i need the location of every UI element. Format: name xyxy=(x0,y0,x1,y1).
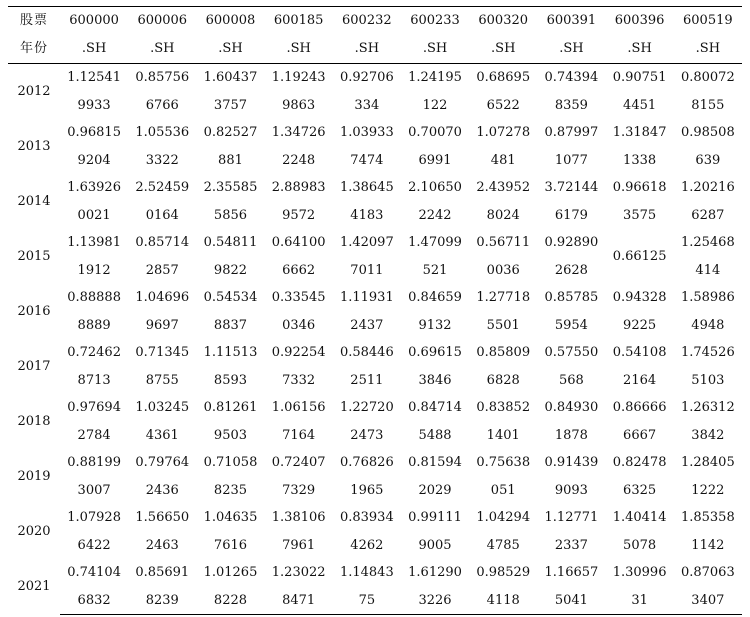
value-cell-line1: 0.81594 xyxy=(408,455,462,470)
year-cell: 2016 xyxy=(17,303,51,319)
value-cell-line2: 7474 xyxy=(350,152,384,168)
value-cell-line1: 1.25468 xyxy=(680,235,735,250)
value-cell-line1: 0.92706 xyxy=(339,70,394,85)
value-cell-line1: 1.05536 xyxy=(135,125,190,140)
value-cell-line1: 0.71345 xyxy=(135,345,190,360)
value-cell-line1: 0.72462 xyxy=(67,345,121,360)
value-cell-line1: 1.24195 xyxy=(408,70,462,85)
value-cell-line1: 0.74394 xyxy=(544,70,599,85)
value-cell-line1: 0.81261 xyxy=(203,400,258,415)
value-cell-line2: 5041 xyxy=(537,587,605,615)
value-cell-line1: 1.14843 xyxy=(339,565,394,580)
value-cell-line1: 0.96618 xyxy=(612,180,667,195)
value-cell-line2: 1912 xyxy=(77,262,111,278)
value-cell-line2: 481 xyxy=(490,152,516,168)
value-cell-line2: 4948 xyxy=(691,317,725,333)
value-cell-line2: 7616 xyxy=(213,537,248,553)
value-cell-line2: 8235 xyxy=(213,482,248,498)
value-cell-line2: 75 xyxy=(333,587,401,615)
value-cell-line2: 2473 xyxy=(350,427,384,443)
value-cell-line1: 1.38106 xyxy=(271,510,326,525)
value-cell-line2: 6422 xyxy=(77,537,111,553)
stock-suffix-header: .SH xyxy=(60,35,128,64)
value-cell-line2: 7011 xyxy=(350,262,384,278)
table-row xyxy=(8,284,742,312)
year-cell: 2018 xyxy=(17,413,51,429)
header-row-codes xyxy=(8,7,742,36)
corner-label-stock: 股票 xyxy=(8,7,60,36)
value-cell-line1: 0.69615 xyxy=(408,345,462,360)
value-cell-line2: 9863 xyxy=(282,97,316,113)
stock-suffix-header: .SH xyxy=(128,35,196,64)
value-cell-line1: 2.35585 xyxy=(203,180,258,195)
value-cell-line1: 0.90751 xyxy=(612,70,667,85)
value-cell-line2: 6287 xyxy=(691,207,725,223)
value-cell-line1: 1.03245 xyxy=(135,400,190,415)
table-row xyxy=(8,559,742,587)
value-cell-line1: 0.84930 xyxy=(544,400,599,415)
value-cell-line1: 0.97694 xyxy=(67,400,121,415)
value-cell-line2: 9697 xyxy=(145,317,179,333)
value-cell-line2: 3846 xyxy=(418,372,452,388)
value-cell-line2: 6991 xyxy=(418,152,452,168)
value-cell-line2: 6325 xyxy=(623,482,657,498)
value-cell-line1: 0.54108 xyxy=(612,345,667,360)
value-cell-line2: 9204 xyxy=(77,152,111,168)
value-cell-line2: 8471 xyxy=(265,587,333,615)
value-cell-line2: 0021 xyxy=(77,207,111,223)
value-cell-line2: 3007 xyxy=(77,482,111,498)
value-cell-line1: 0.58446 xyxy=(339,345,394,360)
value-cell-line2: 3842 xyxy=(691,427,725,443)
value-cell-line2: 1878 xyxy=(554,427,588,443)
value-cell-line1: 0.83852 xyxy=(476,400,531,415)
table-row-continuation xyxy=(8,202,742,230)
value-cell-line1: 1.16657 xyxy=(544,565,599,580)
table-row-continuation xyxy=(8,147,742,175)
value-cell-line1: 1.61290 xyxy=(408,565,462,580)
value-cell-line2: 334 xyxy=(354,97,380,113)
value-cell-line2: 4183 xyxy=(350,207,384,223)
value-cell-line1: 1.12771 xyxy=(544,510,599,525)
value-cell-line2: 1401 xyxy=(486,427,520,443)
value-cell-line2: 4262 xyxy=(350,537,384,553)
value-cell-line1: 0.84659 xyxy=(408,290,462,305)
value-cell-line1: 0.85809 xyxy=(476,345,531,360)
value-cell-line1: 1.28405 xyxy=(680,455,735,470)
value-cell-line2: 639 xyxy=(695,152,721,168)
value-cell-line2: 4118 xyxy=(469,587,537,615)
value-cell: 0.66125 xyxy=(612,248,667,264)
value-cell-line1: 1.04294 xyxy=(476,510,531,525)
value-cell-line2: 6522 xyxy=(486,97,520,113)
value-cell-line2: 881 xyxy=(218,152,243,168)
value-cell-line1: 1.01265 xyxy=(203,565,258,580)
table-row xyxy=(8,174,742,202)
value-cell-line2: 6662 xyxy=(282,262,316,278)
value-cell-line1: 0.68695 xyxy=(476,70,531,85)
value-cell-line2: 568 xyxy=(558,372,584,388)
header-row-suffix xyxy=(8,35,742,64)
stock-code-header: 600391 xyxy=(537,7,605,36)
value-cell-line1: 0.84714 xyxy=(408,400,462,415)
value-cell-line2: 9572 xyxy=(282,207,316,223)
year-cell: 2014 xyxy=(17,193,51,209)
stock-code-header: 600233 xyxy=(401,7,469,36)
value-cell-line1: 1.06156 xyxy=(271,400,326,415)
value-cell-line2: 5103 xyxy=(691,372,725,388)
value-cell-line1: 1.30996 xyxy=(612,565,667,580)
value-cell-line2: 414 xyxy=(695,262,721,278)
value-cell-line1: 0.87997 xyxy=(544,125,599,140)
table-row xyxy=(8,119,742,147)
value-cell-line1: 1.04635 xyxy=(203,510,258,525)
stock-suffix-header: .SH xyxy=(469,35,537,64)
value-cell-line2: 9933 xyxy=(77,97,111,113)
value-cell-line1: 1.40414 xyxy=(612,510,667,525)
value-cell-line1: 0.79764 xyxy=(135,455,190,470)
value-cell-line1: 0.75638 xyxy=(476,455,531,470)
value-cell-line2: 7164 xyxy=(282,427,316,443)
value-cell-line2: 6832 xyxy=(60,587,128,615)
value-cell-line2: 2248 xyxy=(282,152,316,168)
value-cell-line2: 9005 xyxy=(418,537,452,553)
value-cell-line2: 5501 xyxy=(486,317,520,333)
value-cell-line2: 8024 xyxy=(486,207,520,223)
value-cell-line2: 2463 xyxy=(145,537,179,553)
value-cell-line2: 2628 xyxy=(554,262,588,278)
value-cell-line1: 0.56711 xyxy=(476,235,531,250)
value-cell-line2: 5078 xyxy=(623,537,657,553)
value-cell-line1: 0.88199 xyxy=(67,455,121,470)
value-cell-line2: 3407 xyxy=(674,587,742,615)
value-cell-line2: 9132 xyxy=(418,317,452,333)
table-row xyxy=(8,394,742,422)
value-cell-line2: 6667 xyxy=(623,427,657,443)
table-header xyxy=(8,7,742,64)
value-cell-line1: 1.23022 xyxy=(271,565,326,580)
value-cell-line1: 0.57550 xyxy=(544,345,599,360)
stock-suffix-header: .SH xyxy=(674,35,742,64)
value-cell-line1: 0.83934 xyxy=(339,510,394,525)
table-row-continuation xyxy=(8,312,742,340)
value-cell-line2: 2337 xyxy=(554,537,588,553)
stock-suffix-header: .SH xyxy=(265,35,333,64)
value-cell-line1: 0.94328 xyxy=(612,290,667,305)
value-cell-line2: 3757 xyxy=(213,97,248,113)
table-row-continuation xyxy=(8,477,742,505)
value-cell-line1: 1.63926 xyxy=(67,180,121,195)
value-cell-line2: 051 xyxy=(490,482,516,498)
value-cell-line2: 2242 xyxy=(418,207,452,223)
value-cell-line1: 1.12541 xyxy=(67,70,121,85)
value-cell-line1: 2.52459 xyxy=(135,180,190,195)
value-cell-line2: 0346 xyxy=(282,317,316,333)
table-row-continuation xyxy=(8,92,742,120)
value-cell-line1: 2.88983 xyxy=(271,180,326,195)
value-cell-line2: 1077 xyxy=(554,152,588,168)
value-cell-line2: 3575 xyxy=(623,207,657,223)
value-cell-line2: 9503 xyxy=(213,427,248,443)
value-cell-line2: 2436 xyxy=(145,482,179,498)
value-cell-line2: 8228 xyxy=(196,587,264,615)
value-cell-line1: 1.74526 xyxy=(680,345,735,360)
value-cell-line1: 0.64100 xyxy=(271,235,326,250)
value-cell-line2: 8755 xyxy=(145,372,179,388)
value-cell-line1: 1.85358 xyxy=(680,510,735,525)
stock-code-header: 600008 xyxy=(196,7,264,36)
value-cell-line2: 9225 xyxy=(623,317,657,333)
value-cell-line2: 6179 xyxy=(554,207,588,223)
stock-suffix-header: .SH xyxy=(537,35,605,64)
value-cell-line2: 122 xyxy=(422,97,448,113)
value-cell-line1: 1.47099 xyxy=(408,235,462,250)
stock-suffix-header: .SH xyxy=(333,35,401,64)
value-cell-line2: 3226 xyxy=(401,587,469,615)
value-cell-line1: 1.19243 xyxy=(271,70,326,85)
value-cell-line1: 1.26312 xyxy=(680,400,735,415)
value-cell-line1: 1.11931 xyxy=(339,290,394,305)
value-cell-line1: 0.98508 xyxy=(680,125,735,140)
value-cell-line2: 8713 xyxy=(77,372,111,388)
value-cell-line2: 2511 xyxy=(350,372,384,388)
value-cell-line1: 0.74104 xyxy=(67,565,121,580)
value-cell-line1: 1.31847 xyxy=(612,125,667,140)
value-cell-line2: 9822 xyxy=(213,262,248,278)
value-cell-line1: 1.38645 xyxy=(339,180,394,195)
year-cell: 2020 xyxy=(17,523,51,539)
year-cell: 2017 xyxy=(17,358,51,374)
value-cell-line2: 2164 xyxy=(623,372,657,388)
value-cell-line2: 6828 xyxy=(486,372,520,388)
year-cell: 2019 xyxy=(17,468,51,484)
stock-code-header: 600519 xyxy=(674,7,742,36)
value-cell-line1: 1.42097 xyxy=(339,235,394,250)
value-cell-line2: 2784 xyxy=(77,427,111,443)
value-cell-line1: 1.56650 xyxy=(135,510,190,525)
stock-code-header: 600232 xyxy=(333,7,401,36)
value-cell-line1: 0.76826 xyxy=(339,455,394,470)
value-cell-line1: 0.92254 xyxy=(271,345,326,360)
value-cell-line1: 0.85785 xyxy=(544,290,599,305)
value-cell-line1: 1.60437 xyxy=(203,70,258,85)
value-cell-line1: 0.87063 xyxy=(680,565,735,580)
value-cell-line2: 5954 xyxy=(554,317,588,333)
value-cell-line1: 1.58986 xyxy=(680,290,735,305)
value-cell-line2: 5488 xyxy=(418,427,452,443)
value-cell-line1: 1.07278 xyxy=(476,125,531,140)
year-cell: 2015 xyxy=(17,248,51,264)
table-row-continuation xyxy=(8,367,742,395)
value-cell-line2: 2857 xyxy=(145,262,179,278)
value-cell-line2: 5856 xyxy=(213,207,248,223)
value-cell-line1: 0.85691 xyxy=(135,565,190,580)
table-row xyxy=(8,64,742,92)
value-cell-line1: 0.86666 xyxy=(612,400,667,415)
value-cell-line2: 8889 xyxy=(77,317,111,333)
value-cell-line2: 8155 xyxy=(691,97,725,113)
value-cell-line1: 0.98529 xyxy=(476,565,531,580)
year-cell: 2013 xyxy=(17,138,51,154)
value-cell-line2: 2029 xyxy=(418,482,452,498)
value-cell-line1: 0.96815 xyxy=(67,125,121,140)
value-cell-line1: 1.27718 xyxy=(476,290,531,305)
value-cell-line2: 0164 xyxy=(145,207,179,223)
value-cell-line1: 1.34726 xyxy=(271,125,326,140)
value-cell-line1: 1.22720 xyxy=(339,400,394,415)
value-cell-line1: 0.82478 xyxy=(612,455,667,470)
value-cell-line2: 2437 xyxy=(350,317,384,333)
value-cell-line2: 0036 xyxy=(486,262,520,278)
stock-suffix-header: .SH xyxy=(606,35,674,64)
stock-code-header: 600396 xyxy=(606,7,674,36)
value-cell-line1: 0.88888 xyxy=(67,290,121,305)
table-row xyxy=(8,504,742,532)
value-cell-line2: 3322 xyxy=(145,152,179,168)
value-cell-line2: 8593 xyxy=(213,372,248,388)
year-cell: 2012 xyxy=(17,83,51,99)
table-row xyxy=(8,339,742,367)
table-row-continuation xyxy=(8,532,742,560)
stock-suffix-header: .SH xyxy=(401,35,469,64)
value-cell-line1: 1.13981 xyxy=(67,235,121,250)
corner-label-year: 年份 xyxy=(8,35,60,64)
value-cell-line1: 0.71058 xyxy=(203,455,258,470)
value-cell-line2: 521 xyxy=(422,262,448,278)
value-cell-line1: 0.82527 xyxy=(203,125,258,140)
table-row-continuation xyxy=(8,587,742,615)
value-cell-line1: 0.33545 xyxy=(271,290,326,305)
stock-code-header: 600006 xyxy=(128,7,196,36)
value-cell-line2: 1338 xyxy=(623,152,657,168)
value-cell-line2: 4785 xyxy=(486,537,520,553)
value-cell-line2: 9093 xyxy=(554,482,588,498)
value-cell-line2: 4451 xyxy=(623,97,657,113)
value-cell-line1: 0.85714 xyxy=(135,235,190,250)
value-cell-line1: 1.03933 xyxy=(339,125,394,140)
value-cell-line2: 1965 xyxy=(350,482,384,498)
value-cell-line2: 7332 xyxy=(282,372,316,388)
value-cell-line1: 0.92890 xyxy=(544,235,599,250)
value-cell-line1: 0.54534 xyxy=(203,290,258,305)
stock-code-header: 600320 xyxy=(469,7,537,36)
table-row xyxy=(8,229,742,257)
value-cell-line2: 4361 xyxy=(145,427,179,443)
value-cell-line1: 0.85756 xyxy=(135,70,190,85)
value-cell-line2: 8359 xyxy=(554,97,588,113)
value-cell-line1: 3.72144 xyxy=(544,180,599,195)
value-cell-line2: 1142 xyxy=(691,537,725,553)
value-cell-line1: 1.20216 xyxy=(680,180,735,195)
value-cell-line2: 8837 xyxy=(213,317,248,333)
value-cell-line2: 7329 xyxy=(282,482,316,498)
value-cell-line1: 1.07928 xyxy=(67,510,121,525)
value-cell-line1: 0.91439 xyxy=(544,455,599,470)
value-cell-line1: 1.11513 xyxy=(203,345,258,360)
value-cell-line1: 2.10650 xyxy=(408,180,462,195)
beta-table xyxy=(8,6,742,615)
stock-suffix-header: .SH xyxy=(196,35,264,64)
value-cell-line1: 0.70070 xyxy=(408,125,462,140)
value-cell-line1: 0.99111 xyxy=(408,510,462,525)
value-cell-line2: 6766 xyxy=(145,97,179,113)
table-row-continuation xyxy=(8,422,742,450)
stock-code-header: 600185 xyxy=(265,7,333,36)
year-cell: 2021 xyxy=(17,579,51,594)
value-cell-line2: 8239 xyxy=(128,587,196,615)
value-cell-line1: 1.04696 xyxy=(135,290,190,305)
table-body xyxy=(8,64,742,615)
table-row xyxy=(8,449,742,477)
value-cell-line1: 0.80072 xyxy=(680,70,735,85)
value-cell-line1: 0.54811 xyxy=(203,235,258,250)
value-cell-line1: 0.72407 xyxy=(271,455,326,470)
value-cell-line1: 2.43952 xyxy=(476,180,531,195)
value-cell-line2: 1222 xyxy=(691,482,725,498)
value-cell-line2: 31 xyxy=(606,587,674,615)
stock-code-header: 600000 xyxy=(60,7,128,36)
value-cell-line2: 7961 xyxy=(282,537,316,553)
